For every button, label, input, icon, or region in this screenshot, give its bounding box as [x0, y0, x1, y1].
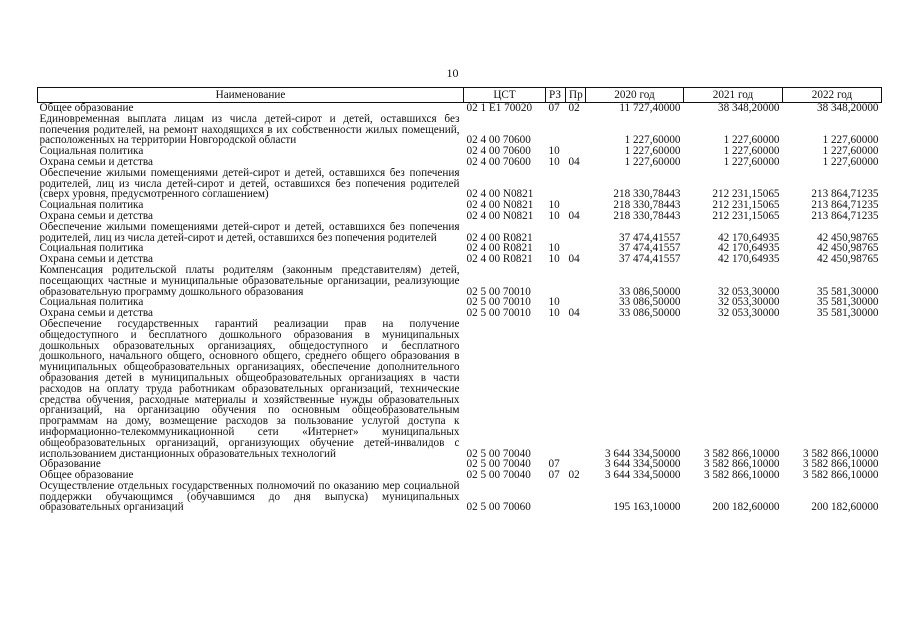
cell-rz: 07	[548, 470, 560, 481]
cell-pr: 04	[568, 308, 580, 319]
cell-2021: 212 231,15065	[712, 210, 780, 222]
cell-name: Охрана семьи и детства	[39, 210, 153, 222]
cell-name: Социальная политика	[39, 146, 144, 157]
cell-2020: 37 474,41557	[618, 243, 681, 255]
table-row	[38, 168, 882, 200]
cell-2021: 42 170,64935	[717, 231, 780, 244]
cell-cst: 02 5 00 70040	[466, 447, 531, 460]
cell-2020: 33 086,50000	[618, 308, 681, 319]
page-number: 10	[446, 66, 459, 80]
cell-pr: 02	[568, 102, 580, 114]
table-row	[38, 308, 882, 319]
cell-2020: 218 330,78443	[613, 188, 681, 201]
table-row	[38, 200, 882, 211]
cell-rz: 10	[548, 243, 560, 255]
table-row	[38, 114, 882, 146]
cell-2022: 42 450,98765	[816, 243, 879, 255]
cell-rz	[546, 481, 566, 514]
cell-2020: 218 330,78443	[613, 200, 681, 211]
cell-cst: 02 4 00 N0821	[466, 188, 534, 201]
table-row	[38, 254, 882, 265]
cell-rz	[546, 222, 566, 244]
cell-pr: 04	[568, 254, 580, 265]
cell-2020: 3 644 334,50000	[604, 470, 681, 481]
cell-pr: 04	[568, 156, 580, 168]
cell-name: Охрана семьи и детства	[39, 156, 153, 168]
cell-2020: 33 086,50000	[618, 297, 681, 309]
table-row	[38, 222, 882, 244]
cell-name: Обеспечение государственных гарантий реализации прав на получение общедоступного и бесплатного дошкольного образования в муниципальных дошкольных образовательных организациях, общедоступного и бесплатного дошкольного, начального общего, основного общего, среднего общего образования в муниципальных общеобразовательных организациях, обеспечение дополнительного образования детей в муниципальных общеобразовательных организациях в части расходов на оплату труда работникам образовательных организаций, технические средства обучения, расходные материалы и хозяйственные нужды образовательных организаций, на организацию обучения по основным общеобразовательным программам на дому, возмещение расходов за пользование услугой доступа к информационно-телекоммуникационной сети «Интернет» муниципальных общеобразовательных организаций, организующих обучение детей-инвалидов с использованием дистанционных образовательных технологий	[39, 318, 460, 460]
cell-2020: 1 227,60000	[624, 146, 681, 157]
table-row	[38, 481, 882, 514]
cell-2022: 213 864,71235	[811, 188, 879, 201]
cell-2022: 1 227,60000	[822, 156, 879, 168]
cell-2021: 3 582 866,10000	[703, 470, 780, 481]
cell-2022: 3 582 866,10000	[802, 459, 879, 471]
cell-cst: 02 4 00 70600	[466, 156, 531, 168]
header-rz: РЗ	[546, 88, 566, 103]
cell-name: Охрана семьи и детства	[39, 254, 153, 265]
cell-pr	[566, 265, 586, 297]
cell-name: Социальная политика	[39, 200, 144, 211]
cell-rz	[546, 319, 566, 459]
cell-2020: 3 644 334,50000	[604, 459, 681, 471]
table-row	[38, 319, 882, 459]
cell-2022: 42 450,98765	[816, 231, 879, 244]
cell-2022: 38 348,20000	[816, 102, 879, 114]
cell-cst: 02 5 00 70040	[466, 459, 531, 471]
cell-cst: 02 4 00 R0821	[466, 231, 533, 244]
cell-cst: 02 4 00 70600	[466, 146, 531, 157]
cell-name: Осуществление отдельных государственных полномочий по оказанию мер социальной поддержки обучающимся (обучавшимся до дня выпуска) муниципальных образовательных организаций	[39, 480, 460, 514]
cell-2022: 1 227,60000	[822, 134, 879, 147]
cell-2021: 1 227,60000	[723, 146, 780, 157]
cell-2021: 212 231,15065	[712, 188, 780, 201]
cell-2022: 213 864,71235	[811, 210, 879, 222]
cell-name: Социальная политика	[39, 243, 144, 255]
cell-2022: 42 450,98765	[816, 254, 879, 265]
cell-name: Охрана семьи и детства	[39, 308, 153, 319]
table-body	[38, 103, 882, 515]
cell-2022: 35 581,30000	[816, 308, 879, 319]
cell-cst: 02 4 00 R0821	[466, 254, 533, 265]
cell-name: Компенсация родительской платы родителям (законным представителям) детей, посещающих частные и муниципальные образовательные организации, реализующие образовательную программу дошкольного образования	[39, 264, 460, 298]
cell-2021: 3 582 866,10000	[703, 447, 780, 460]
header-2020: 2020 год	[586, 88, 684, 103]
cell-rz: 10	[548, 156, 560, 168]
header-2022: 2022 год	[783, 88, 882, 103]
cell-pr	[566, 319, 586, 459]
cell-rz: 07	[548, 102, 560, 114]
table-row	[38, 157, 882, 168]
cell-pr	[566, 200, 586, 211]
cell-2020: 1 227,60000	[624, 156, 681, 168]
cell-2021: 32 053,30000	[717, 308, 780, 319]
cell-2021: 42 170,64935	[717, 254, 780, 265]
cell-rz	[546, 265, 566, 297]
cell-2021: 3 582 866,10000	[703, 459, 780, 471]
cell-rz: 10	[548, 210, 560, 222]
cell-2021: 1 227,60000	[723, 134, 780, 147]
cell-2022: 213 864,71235	[811, 200, 879, 211]
cell-rz: 10	[548, 146, 560, 157]
cell-pr	[566, 459, 586, 470]
cell-rz: 10	[548, 254, 560, 265]
cell-2022: 1 227,60000	[822, 146, 879, 157]
cell-pr	[566, 114, 586, 146]
cell-cst: 02 5 00 70010	[466, 297, 531, 309]
cell-cst: 02 5 00 70060	[466, 501, 531, 514]
cell-pr: 02	[568, 470, 580, 481]
table-header	[38, 88, 882, 103]
table-row	[38, 470, 882, 481]
table-row	[38, 103, 882, 114]
cell-rz: 10	[548, 297, 560, 309]
cell-2022: 200 182,60000	[811, 501, 879, 514]
cell-2021: 1 227,60000	[723, 156, 780, 168]
cell-2022: 3 582 866,10000	[802, 447, 879, 460]
cell-pr	[566, 146, 586, 157]
cell-cst: 02 4 00 N0821	[466, 210, 534, 222]
cell-rz	[546, 114, 566, 146]
cell-2022: 35 581,30000	[816, 297, 879, 309]
table-row	[38, 211, 882, 222]
cell-name: Обеспечение жилыми помещениями детей-сирот и детей, оставшихся без попечения родителей, лиц из числа детей-сирот и детей, оставшихся без попечения родителей (сверх уровня, предусмотренного соглашением)	[39, 167, 460, 201]
cell-cst: 02 5 00 70040	[466, 470, 531, 481]
cell-2020: 37 474,41557	[618, 254, 681, 265]
cell-pr	[566, 481, 586, 514]
cell-2020: 37 474,41557	[618, 231, 681, 244]
cell-name: Обеспечение жилыми помещениями детей-сирот и детей, оставшихся без попечения родителей, лиц из числа детей-сирот и детей, оставшихся без попечения родителей	[39, 221, 460, 244]
cell-2021: 42 170,64935	[717, 243, 780, 255]
cell-cst: 02 4 00 N0821	[466, 200, 534, 211]
cell-2021: 38 348,20000	[717, 102, 780, 114]
cell-2021: 200 182,60000	[712, 501, 780, 514]
table-row	[38, 265, 882, 297]
header-name: Наименование	[38, 88, 464, 103]
cell-2021: 32 053,30000	[717, 297, 780, 309]
budget-table	[37, 87, 882, 514]
table-row	[38, 297, 882, 308]
cell-2020: 218 330,78443	[613, 210, 681, 222]
cell-pr: 04	[568, 210, 580, 222]
table-row	[38, 459, 882, 470]
header-row	[38, 88, 882, 103]
table-row	[38, 146, 882, 157]
cell-2020: 195 163,10000	[613, 501, 681, 514]
cell-cst: 02 4 00 R0821	[466, 243, 533, 255]
cell-2021: 212 231,15065	[712, 200, 780, 211]
header-cst: ЦСТ	[464, 88, 546, 103]
cell-pr	[566, 222, 586, 244]
cell-pr	[566, 168, 586, 200]
cell-2020: 1 227,60000	[624, 134, 681, 147]
header-2021: 2021 год	[684, 88, 783, 103]
cell-rz: 07	[548, 459, 560, 471]
cell-cst: 02 1 E1 70020	[466, 102, 533, 114]
cell-pr	[566, 243, 586, 254]
cell-2021: 32 053,30000	[717, 285, 780, 298]
table-row	[38, 243, 882, 254]
cell-cst: 02 4 00 70600	[466, 134, 531, 147]
cell-name: Общее образование	[39, 102, 134, 114]
cell-cst: 02 5 00 70010	[466, 285, 531, 298]
cell-name: Общее образование	[39, 470, 134, 481]
cell-cst: 02 5 00 70010	[466, 308, 531, 319]
cell-rz: 10	[548, 200, 560, 211]
cell-name: Социальная политика	[39, 297, 144, 309]
header-pr: Пр	[566, 88, 586, 103]
cell-2022: 35 581,30000	[816, 285, 879, 298]
cell-2020: 3 644 334,50000	[604, 447, 681, 460]
cell-rz: 10	[548, 308, 560, 319]
cell-2020: 33 086,50000	[618, 285, 681, 298]
cell-rz	[546, 168, 566, 200]
cell-2022: 3 582 866,10000	[802, 470, 879, 481]
cell-name: Образование	[39, 459, 101, 471]
cell-pr	[566, 297, 586, 308]
cell-name: Единовременная выплата лицам из числа детей-сирот и детей, оставшихся без попечения родителей, на ремонт находящихся в их собственности жилых помещений, расположенных на территории Новгородской области	[39, 113, 460, 147]
cell-2020: 11 727,40000	[619, 102, 681, 114]
